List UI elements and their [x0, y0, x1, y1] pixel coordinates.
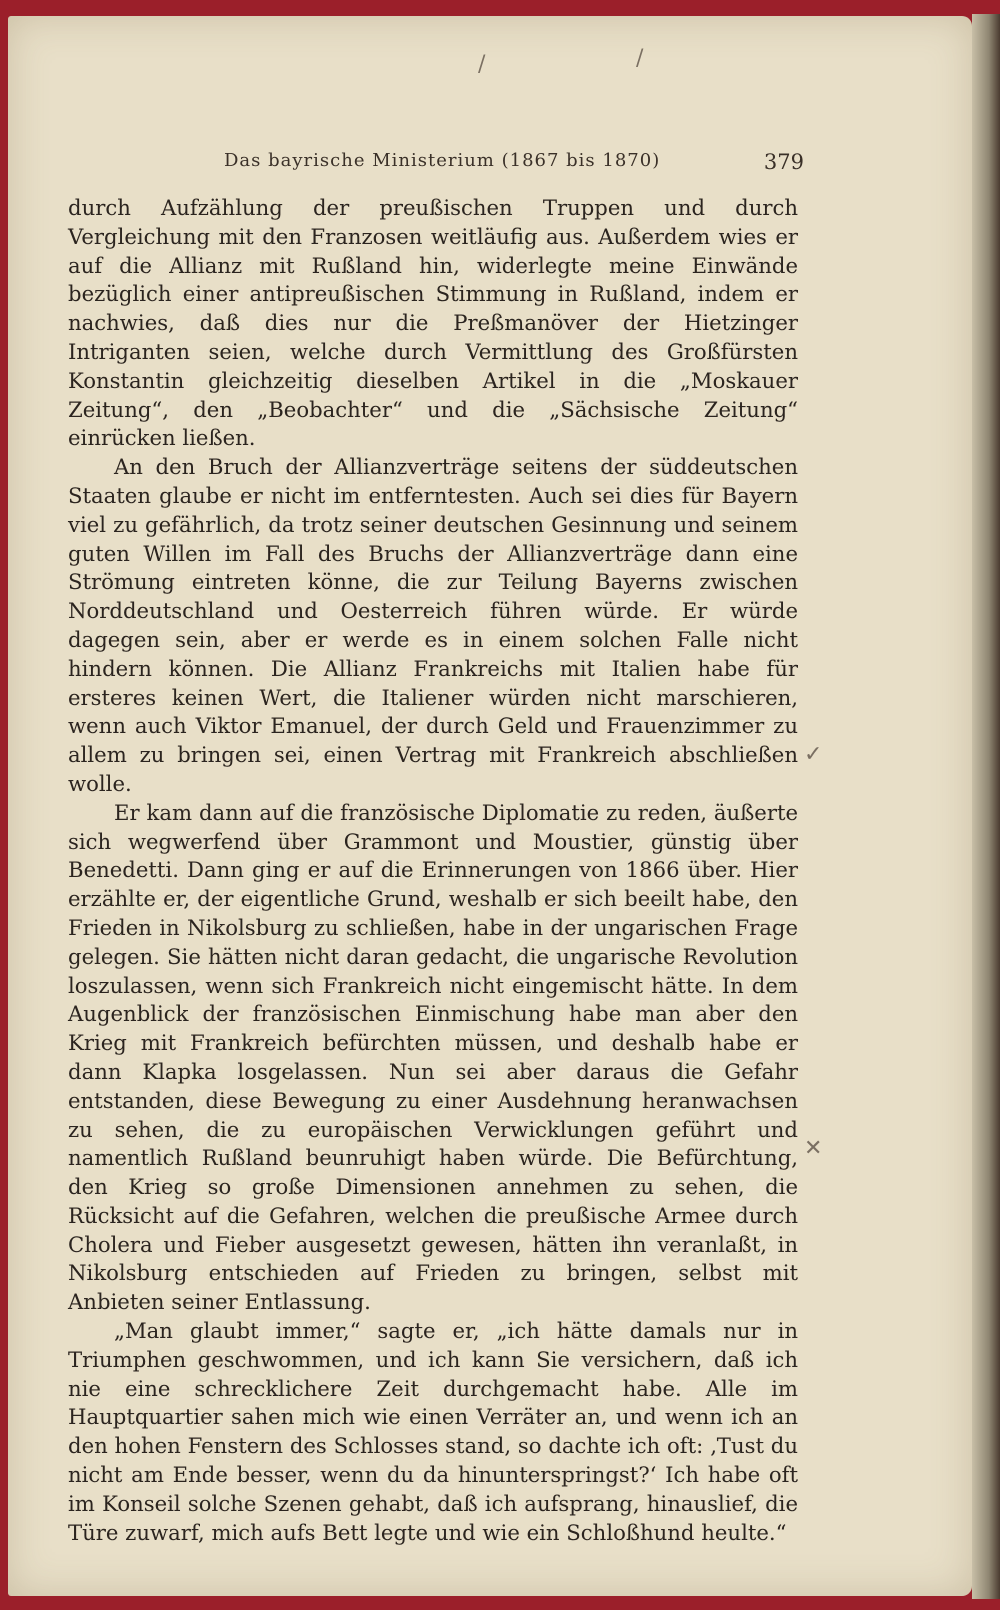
book-page [8, 16, 972, 1596]
check-mark-icon: ✕ [804, 1136, 823, 1161]
page-edge [972, 14, 1000, 1599]
check-mark-icon: ✓ [804, 742, 823, 767]
pencil-mark: / [478, 52, 486, 77]
paragraph: An den Bruch der Allianzverträge seitens der süddeutschen Staaten glaube er nicht im entferntesten. Auch sei dies für Bayern viel zu gefährlich, da trotz seiner deutschen Gesinnung und seinem guten Willen im Fall des Bruchs der Allianzverträge dann eine Strömung eintreten könne, die zur Teilung Bayerns zwischen Norddeutschland und Oesterreich führen würde. Er würde dagegen sein, aber er werde es in einem solchen Falle nicht hindern können. Die Allianz Frankreichs mit Italien habe für ersteres keinen Wert, die Italiener würden nicht marschieren, wenn auch Viktor Emanuel, der durch Geld und Frauenzimmer zu allem zu bringen sei, einen Vertrag mit Frankreich abschließen wolle. [68, 454, 798, 796]
pencil-mark: / [636, 46, 644, 71]
page-number: 379 [763, 150, 804, 174]
paragraph: Er kam dann auf die französische Diplomatie zu reden, äußerte sich wegwerfend über Grammont und Moustier, günstig über Benedetti. Dann ging er auf die Erinnerungen von 1866 über. Hier erzählte er, der eigentliche Grund, weshalb er sich beeilt habe, den Frieden in Nikolsburg zu schließen, habe in der ungarischen Frage gelegen. Sie hätten nicht daran gedacht, die ungarische Revolution loszulassen, wenn sich Frankreich nicht eingemischt hätte. In dem Augenblick der französischen Einmischung habe man aber den Krieg mit Frankreich befürchten müssen, und deshalb habe er dann Klapka losgelassen. Nun sei aber daraus die Gefahr entstanden, diese Bewegung zu einer Ausdehnung heranwachsen zu sehen, die zu europäischen Verwicklungen geführt und namentlich Rußland beunruhigt haben würde. Die Befürchtung, den Krieg so große Dimensionen annehmen zu sehen, die Rücksicht auf die Gefahren, welchen die preußische Armee durch Cholera und Fieber ausgesetzt gewesen, hätten ihn veranlaßt, in Nikolsburg entschieden auf Frieden zu bringen, selbst mit Anbieten seiner Entlassung. [68, 799, 798, 1315]
page-header [64, 150, 804, 180]
paragraph: „Man glaubt immer,“ sagte er, „ich hätte damals nur in Triumphen geschwommen, und ich kann Sie versichern, daß ich nie eine schrecklichere Zeit durchgemacht habe. Alle im Hauptquartier sahen mich wie einen Verräter an, und wenn ich an den hohen Fenstern des Schlosses stand, so dachte ich oft: ‚Tust du nicht am Ende besser, wenn du da hinunterspringst?‘ Ich habe oft im Konseil solche Szenen gehabt, daß ich aufsprang, hinauslief, die Türe zuwarf, mich aufs Bett legte und wie ein Schloßhund heulte.“ [68, 1318, 798, 1545]
body-text [68, 194, 798, 1547]
running-head: Das bayrische Ministerium (1867 bis 1870) [224, 150, 661, 171]
paragraph: durch Aufzählung der preußischen Truppen und durch Vergleichung mit den Franzosen weitläufig aus. Außerdem wies er auf die Allianz mit Rußland hin, widerlegte meine Einwände bezüglich einer antipreußischen Stimmung in Rußland, indem er nachwies, daß dies nur die Preßmanöver der Hietzinger Intriganten seien, welche durch Vermittlung des Großfürsten Konstantin gleichzeitig dieselben Artikel in die „Moskauer Zeitung“, den „Beobachter“ und die „Sächsische Zeitung“ einrücken ließen. [68, 195, 798, 451]
